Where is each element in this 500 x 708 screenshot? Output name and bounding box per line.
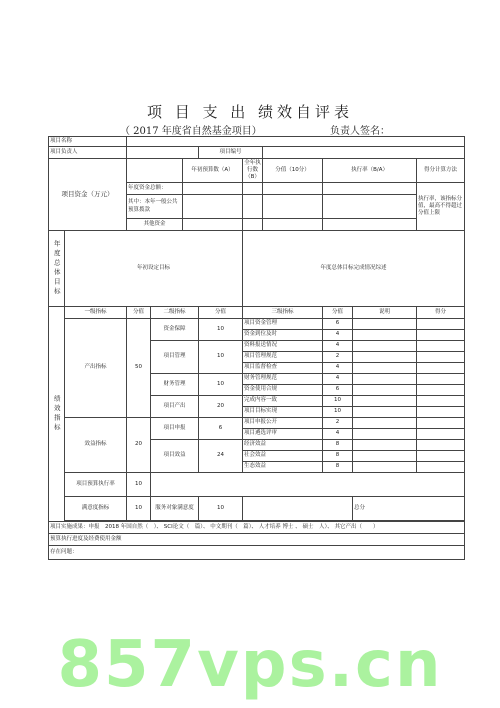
level3-score: 6 bbox=[323, 319, 353, 330]
initial-budget-header: 年初预算数（A） bbox=[183, 159, 243, 183]
level3-name: 项目遴选评审 bbox=[243, 429, 323, 440]
benefit-indicator-score: 20 bbox=[127, 418, 151, 473]
proj-leader-value[interactable] bbox=[127, 147, 199, 159]
funds-label: 项目资金（万元） bbox=[49, 159, 127, 231]
got-cell[interactable] bbox=[417, 418, 465, 429]
proj-output-label: 项目产出 bbox=[151, 396, 199, 418]
funds-other-exec[interactable] bbox=[243, 219, 263, 231]
satisfaction-score: 10 bbox=[127, 497, 151, 521]
funds-other-score[interactable] bbox=[263, 219, 323, 231]
note-cell[interactable] bbox=[353, 429, 417, 440]
proj-name-value[interactable] bbox=[127, 137, 465, 147]
got-cell[interactable] bbox=[417, 374, 465, 385]
note-cell[interactable] bbox=[353, 462, 417, 473]
got-cell[interactable] bbox=[417, 396, 465, 407]
funds-other-label: 其他资金 bbox=[127, 219, 183, 231]
level3-score: 2 bbox=[323, 352, 353, 363]
satisfaction-label: 满意度指标 bbox=[65, 497, 127, 521]
level3-score: 4 bbox=[323, 429, 353, 440]
level3-score: 10 bbox=[323, 396, 353, 407]
proj-output-score: 20 bbox=[199, 396, 243, 418]
proj-manage-label: 项目管理 bbox=[151, 341, 199, 374]
level3-score: 8 bbox=[323, 451, 353, 462]
level3-score: 4 bbox=[323, 341, 353, 352]
funds-fiscal-score[interactable] bbox=[263, 195, 323, 219]
level3-name: 项目目标实现 bbox=[243, 407, 323, 418]
service-sat-score: 10 bbox=[199, 497, 243, 521]
score-header: 分值（10分） bbox=[263, 159, 323, 183]
got-cell[interactable] bbox=[417, 462, 465, 473]
level3-name: 项目管理规范 bbox=[243, 352, 323, 363]
note-cell[interactable] bbox=[353, 374, 417, 385]
got-cell[interactable] bbox=[417, 385, 465, 396]
blank-cell bbox=[127, 159, 183, 183]
level3-name: 项目申报公开 bbox=[243, 418, 323, 429]
score-col-header-2: 分值 bbox=[199, 307, 243, 319]
note-cell[interactable] bbox=[353, 440, 417, 451]
note-cell[interactable] bbox=[353, 363, 417, 374]
budget-exec-score: 10 bbox=[127, 473, 151, 497]
funds-total-rate[interactable] bbox=[323, 183, 417, 195]
level3-name: 生态效益 bbox=[243, 462, 323, 473]
level3-header: 三级指标 bbox=[243, 307, 323, 319]
got-cell[interactable] bbox=[417, 341, 465, 352]
level3-score: 10 bbox=[323, 407, 353, 418]
note-header: 说明 bbox=[353, 307, 417, 319]
level3-score: 2 bbox=[323, 418, 353, 429]
got-cell[interactable] bbox=[417, 407, 465, 418]
funds-fiscal-label: 其中：本年一般公共预算拨款 bbox=[127, 195, 183, 219]
score-col-header: 分值 bbox=[127, 307, 151, 319]
fin-manage-label: 财务管理 bbox=[151, 374, 199, 396]
funds-guarantee-label: 资金保障 bbox=[151, 319, 199, 341]
level3-name: 资金到位及时 bbox=[243, 330, 323, 341]
level1-header: 一级指标 bbox=[65, 307, 127, 319]
funds-total-initial[interactable] bbox=[183, 183, 243, 195]
got-cell[interactable] bbox=[417, 319, 465, 330]
proj-effect-label: 项目效益 bbox=[151, 440, 199, 473]
level3-name: 财务管理规范 bbox=[243, 374, 323, 385]
level3-name: 资金使用合规 bbox=[243, 385, 323, 396]
funds-total-exec[interactable] bbox=[243, 183, 263, 195]
method-text: 执行率，该指标分值，最高不得超过分值上限 bbox=[417, 183, 465, 231]
budget-progress-row: 预算执行进度及经费使用金额 bbox=[49, 534, 465, 546]
got-cell[interactable] bbox=[417, 440, 465, 451]
level3-score: 4 bbox=[323, 330, 353, 341]
level3-score: 6 bbox=[323, 385, 353, 396]
page-title: 项 目 支 出 绩效自评表 bbox=[146, 103, 354, 121]
funds-fiscal-initial[interactable] bbox=[183, 195, 243, 219]
got-cell[interactable] bbox=[417, 363, 465, 374]
note-cell[interactable] bbox=[353, 396, 417, 407]
proj-name-label: 项目名称 bbox=[49, 137, 127, 147]
note-cell[interactable] bbox=[353, 319, 417, 330]
funds-fiscal-exec[interactable] bbox=[243, 195, 263, 219]
results-row: 项目实施成果：申报 2018 年国自然（ ）、 SCI论文（ 篇）、 中文期刊（ 篇）、 人才培养 博士 、 硕士 人）、 其它产出（ ） bbox=[49, 522, 465, 534]
note-cell[interactable] bbox=[353, 341, 417, 352]
watermark: 857vps.cn bbox=[57, 628, 443, 702]
level2-header: 二级指标 bbox=[151, 307, 199, 319]
proj-declare-label: 项目申报 bbox=[151, 418, 199, 440]
benefit-indicator-label: 效益指标 bbox=[65, 418, 127, 473]
proj-effect-score: 24 bbox=[199, 440, 243, 473]
note-cell[interactable] bbox=[353, 451, 417, 462]
funds-total-label: 年度资金总额： bbox=[127, 183, 183, 195]
level3-name: 完成内容一致 bbox=[243, 396, 323, 407]
service-sat-value[interactable] bbox=[243, 497, 353, 521]
level3-score: 4 bbox=[323, 363, 353, 374]
level3-score: 8 bbox=[323, 462, 353, 473]
got-cell[interactable] bbox=[417, 352, 465, 363]
budget-exec-value[interactable] bbox=[151, 473, 465, 497]
level3-name: 项目监督检查 bbox=[243, 363, 323, 374]
problems-row: 存在问题： bbox=[49, 546, 465, 560]
page-subtitle: （ 2017 年度省自然基金项目） bbox=[120, 126, 262, 137]
funds-total-score[interactable] bbox=[263, 183, 323, 195]
proj-leader-label: 项目负责人 bbox=[49, 147, 127, 159]
service-sat-label: 服务对象满意度 bbox=[151, 497, 199, 521]
note-cell[interactable] bbox=[353, 352, 417, 363]
output-indicator-score: 50 bbox=[127, 319, 151, 418]
annual-goal-done-label: 年度总体目标完成情况综述 bbox=[243, 231, 465, 307]
level3-name: 经济效益 bbox=[243, 440, 323, 451]
got-cell[interactable] bbox=[417, 330, 465, 341]
funds-other-initial[interactable] bbox=[183, 219, 243, 231]
annual-goal-label: 年初设定目标 bbox=[65, 231, 243, 307]
score-col-header-3: 分值 bbox=[323, 307, 353, 319]
funds-other-rate[interactable] bbox=[323, 219, 417, 231]
rate-header: 执行率（B/A） bbox=[323, 159, 417, 183]
method-header: 得分计算方法 bbox=[417, 159, 465, 183]
output-indicator-label: 产出指标 bbox=[65, 319, 127, 418]
perf-section-label: 绩效指标 bbox=[49, 307, 65, 522]
got-cell[interactable] bbox=[417, 451, 465, 462]
fin-manage-score: 10 bbox=[199, 374, 243, 396]
annual-exec-header: 全年执行数（B） bbox=[243, 159, 263, 183]
level3-name: 社会效益 bbox=[243, 451, 323, 462]
funds-guarantee-score: 10 bbox=[199, 319, 243, 341]
note-cell[interactable] bbox=[353, 418, 417, 429]
evaluation-table bbox=[48, 136, 465, 560]
funds-fiscal-rate[interactable] bbox=[323, 195, 417, 219]
total-label: 总分 bbox=[353, 497, 465, 521]
annual-goal-section-label: 年度总体目标 bbox=[49, 231, 65, 307]
note-cell[interactable] bbox=[353, 407, 417, 418]
note-cell[interactable] bbox=[353, 330, 417, 341]
level3-score: 4 bbox=[323, 374, 353, 385]
note-cell[interactable] bbox=[353, 385, 417, 396]
proj-no-value[interactable] bbox=[263, 147, 465, 159]
signature-label: 负责人签名： bbox=[330, 126, 390, 137]
budget-exec-label: 项目预算执行率 bbox=[65, 473, 127, 497]
got-header: 得分 bbox=[417, 307, 465, 319]
level3-score: 8 bbox=[323, 440, 353, 451]
got-cell[interactable] bbox=[417, 429, 465, 440]
level3-name: 项目资金管理 bbox=[243, 319, 323, 330]
level3-name: 资料报送情况 bbox=[243, 341, 323, 352]
proj-manage-score: 10 bbox=[199, 341, 243, 374]
proj-no-label: 项目编号 bbox=[199, 147, 263, 159]
proj-declare-score: 6 bbox=[199, 418, 243, 440]
